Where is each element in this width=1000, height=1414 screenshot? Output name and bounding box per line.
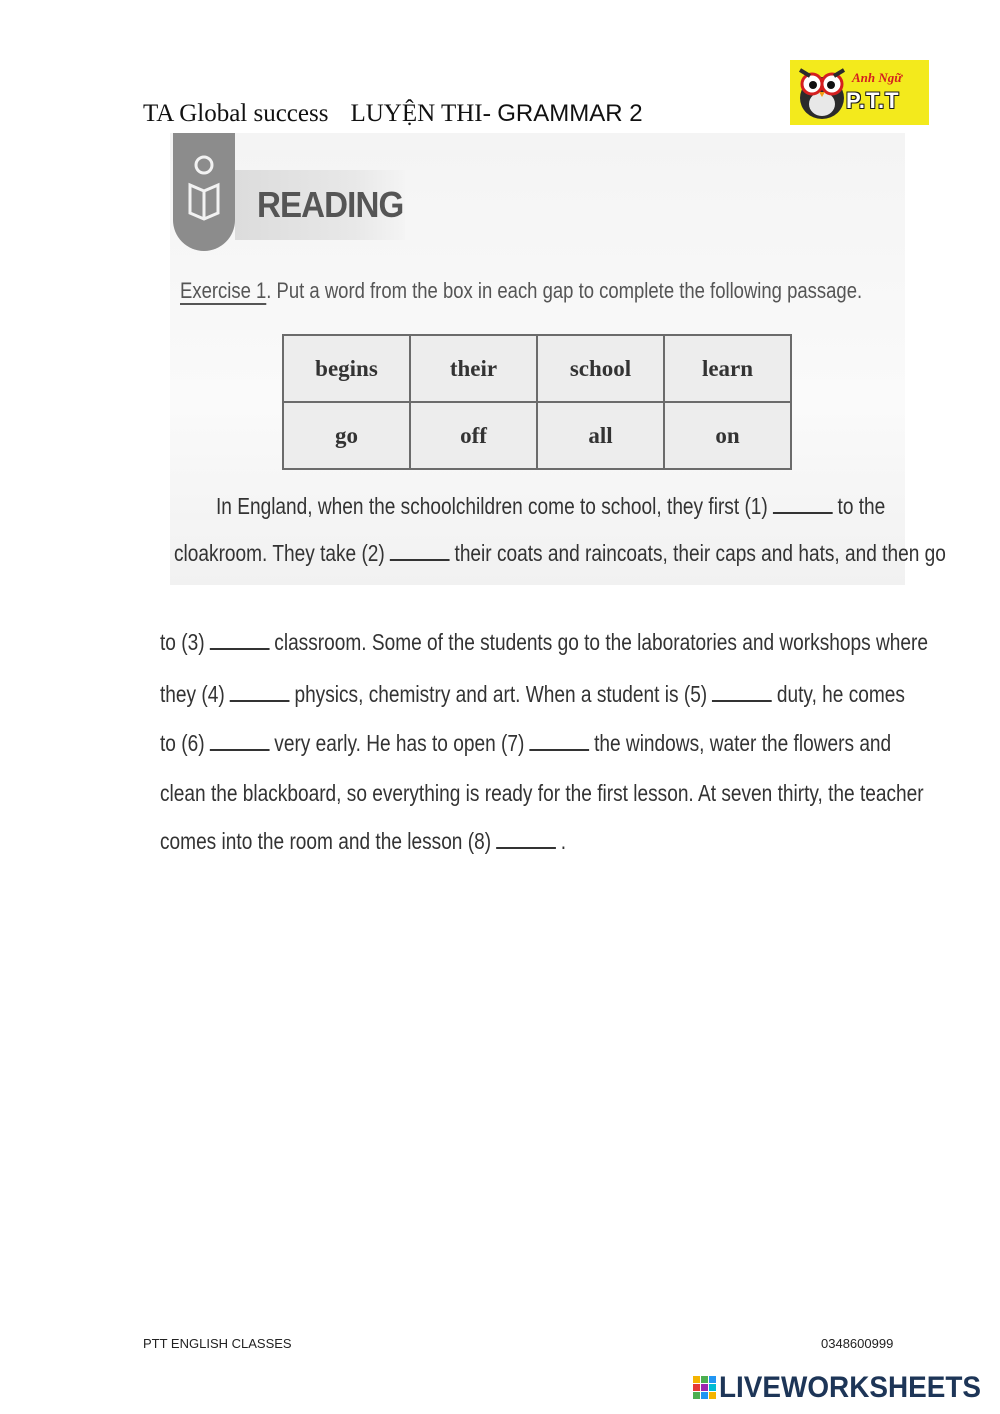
passage-line <box>160 780 924 807</box>
passage-text: very early. He has to open (7) <box>274 730 525 756</box>
word-box-cell: all <box>537 402 664 469</box>
liveworksheets-text: LIVEWORKSHEETS <box>719 1371 981 1404</box>
passage-line <box>160 730 891 757</box>
gap-5[interactable] <box>712 700 772 702</box>
word-box-cell: on <box>664 402 791 469</box>
reading-badge <box>173 133 235 251</box>
word-box-cell: learn <box>664 335 791 402</box>
word-box-cell: go <box>283 402 410 469</box>
passage-text: clean the blackboard, so everything is ready for the first lesson. At seven thirty, the teacher <box>160 780 924 806</box>
passage-text: the windows, water the flowers and <box>594 730 892 756</box>
passage-text: comes into the room and the lesson (8) <box>160 828 492 854</box>
course-name: TA Global success <box>143 100 329 127</box>
reader-icon <box>187 151 221 233</box>
passage-text: duty, he comes <box>776 681 905 707</box>
word-box-cell: school <box>537 335 664 402</box>
passage-line <box>216 493 885 520</box>
passage-line <box>160 629 928 656</box>
logo-top-text: Anh Ngữ <box>852 70 903 85</box>
header-title: LUYỆN THI- <box>350 100 498 127</box>
gap-8[interactable] <box>496 847 556 849</box>
word-box-row <box>283 402 791 469</box>
owl-icon <box>796 64 848 120</box>
logo-main-text: P.T.T <box>846 88 900 113</box>
passage-line <box>160 828 566 855</box>
word-box-cell: their <box>410 335 537 402</box>
footer-phone: 0348600999 <box>821 1336 894 1351</box>
passage-text: In England, when the schoolchildren come to school, they first (1) <box>216 493 768 519</box>
gap-4[interactable] <box>230 700 290 702</box>
gap-7[interactable] <box>529 749 589 751</box>
passage-line <box>160 681 905 708</box>
word-box-cell: begins <box>283 335 410 402</box>
passage-line <box>174 540 946 567</box>
section-title: READING <box>257 184 404 225</box>
exercise-label: Exercise 1 <box>180 278 267 303</box>
word-box-cell: off <box>410 402 537 469</box>
passage-text: to (3) <box>160 629 205 655</box>
gap-2[interactable] <box>390 559 450 561</box>
gap-1[interactable] <box>773 512 833 514</box>
word-box-row <box>283 335 791 402</box>
passage-text: their coats and raincoats, their caps and hats, and then go <box>454 540 946 566</box>
passage-text: . <box>560 828 567 854</box>
page-header <box>143 100 643 128</box>
passage-text: they (4) <box>160 681 225 707</box>
ptt-logo <box>790 60 929 125</box>
gap-3[interactable] <box>210 648 270 650</box>
passage-text: cloakroom. They take (2) <box>174 540 385 566</box>
passage-text: classroom. Some of the students go to the laboratories and workshops where <box>274 629 928 655</box>
passage-text: to (6) <box>160 730 205 756</box>
exercise-text: . Put a word from the box in each gap to complete the following passage. <box>266 278 863 303</box>
passage-text: to the <box>837 493 886 519</box>
passage-text: physics, chemistry and art. When a student is (5) <box>294 681 708 707</box>
word-box <box>282 334 792 470</box>
header-subtitle: GRAMMAR 2 <box>497 100 643 127</box>
gap-6[interactable] <box>210 749 270 751</box>
liveworksheets-icon <box>693 1376 717 1400</box>
footer-left: PTT ENGLISH CLASSES <box>143 1336 292 1351</box>
exercise-instruction <box>180 278 862 304</box>
